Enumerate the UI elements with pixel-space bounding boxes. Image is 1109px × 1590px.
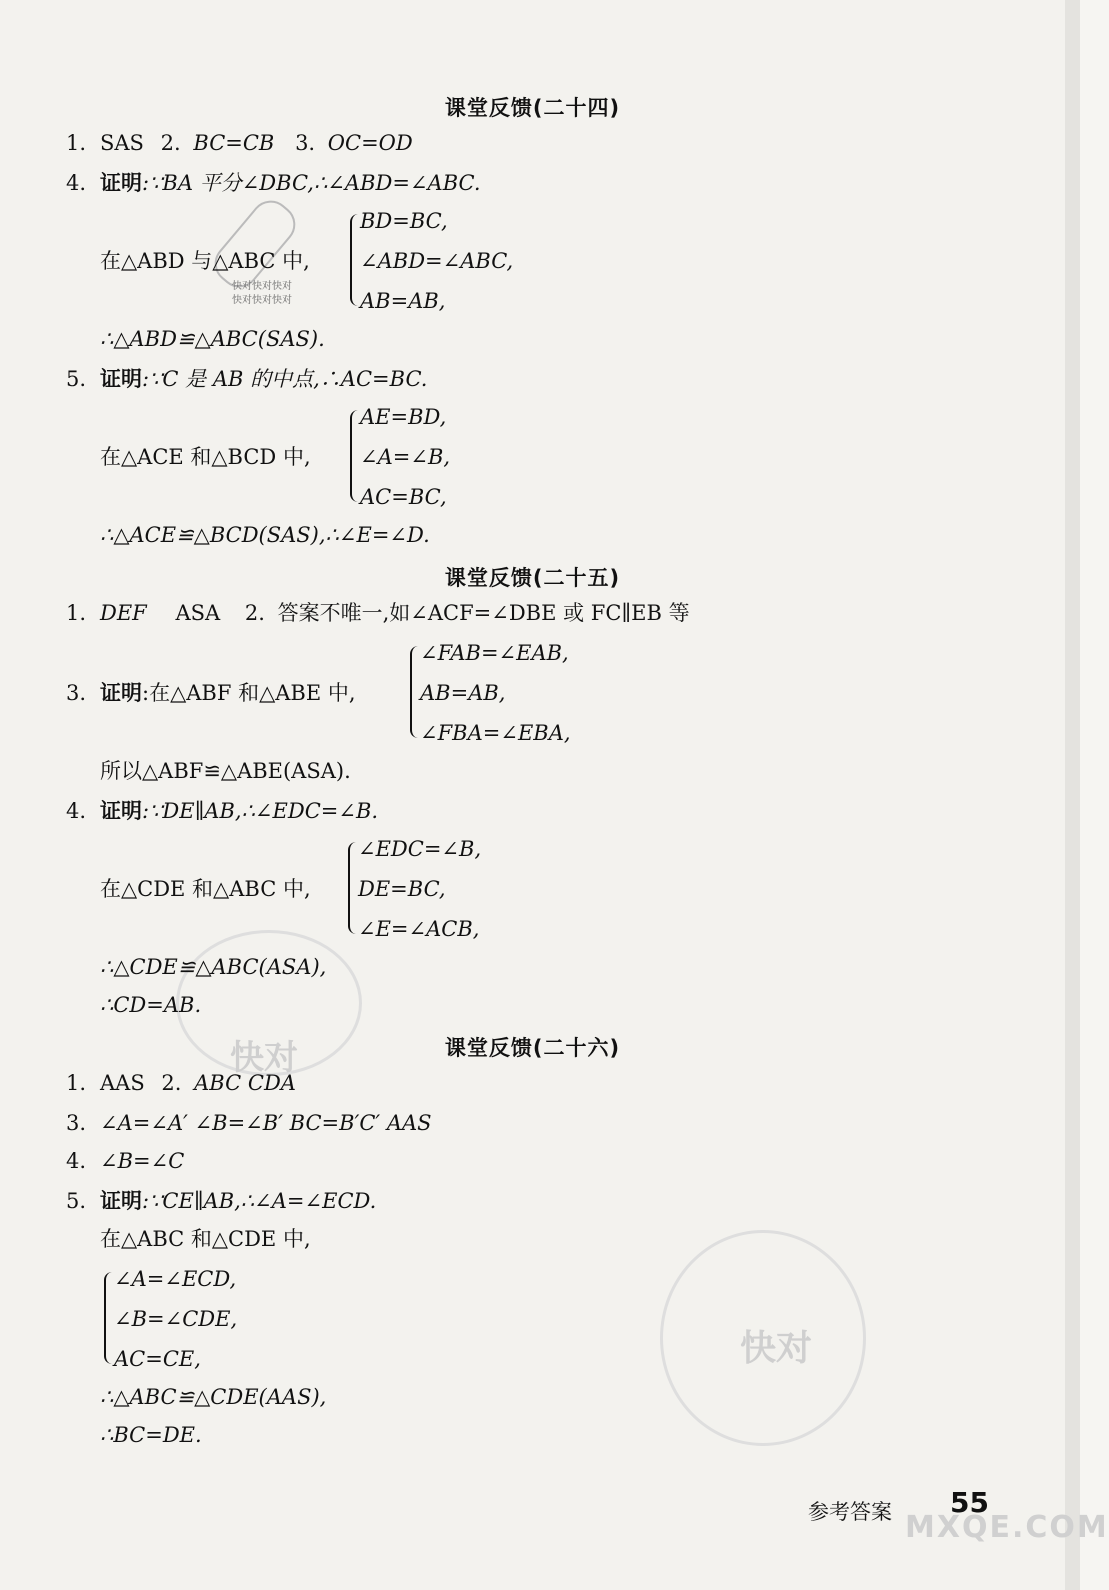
s25-q4-b2: DE=BC, [358,877,446,901]
brace-icon [104,1272,114,1364]
s25-q4-b3: ∠E=∠ACB, [358,917,480,941]
proof-label: 证明 [100,681,142,705]
answer-text: OC=OD [327,131,413,155]
s26-line-1 [66,1070,296,1096]
item-number: 3. [295,131,316,155]
s24-q5-end: ∴△ACE≌△BCD(SAS),∴∠E=∠D. [100,523,430,547]
s25-q3-in [66,680,356,706]
proof-label: 证明 [100,1189,142,1213]
s25-q4-end2: ∴CD=AB. [100,993,202,1017]
footer-label: 参考答案 [808,1500,892,1524]
proof-text: :∵BA 平分∠DBC,∴∠ABD=∠ABC. [142,171,481,195]
s24-q4-b1: BD=BC, [360,209,448,233]
answer-text: ∠A=∠A′ ∠B=∠B′ BC=B′C′ AAS [100,1111,432,1135]
kuaidui-watermark-2: 快对 [740,1328,813,1369]
tiny-watermark-2: 快对快对快对 [232,295,292,306]
item-number: 5. [66,367,87,391]
s26-q5-end1: ∴△ABC≌△CDE(AAS), [100,1385,327,1409]
item-number: 2. [160,131,181,155]
proof-label: 证明 [100,799,142,823]
answer-text: ABC CDA [194,1071,296,1095]
proof-text: :∵DE∥AB,∴∠EDC=∠B. [142,799,379,823]
brace-icon [410,646,420,738]
section-title-26: 课堂反馈(二十六) [444,1036,621,1060]
proof-text: :∵CE∥AB,∴∠A=∠ECD. [142,1189,377,1213]
item-number: 4. [66,171,87,195]
item-number: 1. [66,1071,87,1095]
s25-q4-end1: ∴△CDE≌△ABC(ASA), [100,955,327,979]
answer-text: DEF [100,601,147,625]
s25-q4-head [66,798,378,824]
proof-text: :∵C 是 AB 的中点,∴AC=BC. [142,367,428,391]
kuaidui-watermark: 快对 [230,1038,298,1078]
s25-q3-end: 所以△ABF≌△ABE(ASA). [100,759,351,783]
s26-line-4 [66,1148,184,1174]
s24-q4-end: ∴△ABD≌△ABC(SAS). [100,327,325,351]
answer-text: BC=CB [193,131,275,155]
s24-q5-b1: AE=BD, [360,405,447,429]
s25-q4-b1: ∠EDC=∠B, [358,837,482,861]
s24-q4-head [66,170,481,196]
page-edge [1065,0,1080,1590]
item-number: 4. [66,799,87,823]
s24-line-1 [66,130,413,156]
s26-q5-in: 在△ABC 和△CDE 中, [100,1227,311,1251]
s26-q5-b2: ∠B=∠CDE, [114,1307,238,1331]
s24-q4-b3: AB=AB, [360,289,446,313]
s26-q5-b3: AC=CE, [114,1347,201,1371]
s26-q5-end2: ∴BC=DE. [100,1423,202,1447]
s26-q5-head [66,1188,376,1214]
s24-q4-b2: ∠ABD=∠ABC, [360,249,514,273]
section-title-24: 课堂反馈(二十四) [444,96,621,120]
item-number: 1. [66,131,87,155]
s24-q4-in: 在△ABD 与△ABC 中, [100,249,310,273]
proof-text: :在△ABF 和△ABE 中, [142,681,356,705]
answer-text: 答案不唯一,如∠ACF=∠DBE 或 FC∥EB 等 [277,601,690,625]
s26-line-3 [66,1110,432,1136]
s25-line-1 [66,600,690,626]
tiny-watermark-1: 快对快对快对 [232,281,292,292]
s24-q5-b2: ∠A=∠B, [360,445,451,469]
brace-icon [348,842,358,934]
item-number: 3. [66,681,87,705]
s24-q5-head [66,366,427,392]
s24-q5-b3: AC=BC, [360,485,447,509]
item-number: 2. [161,1071,182,1095]
item-number: 2. [244,601,265,625]
item-number: 5. [66,1189,87,1213]
s25-q4-in: 在△CDE 和△ABC 中, [100,877,311,901]
answer-text: ∠B=∠C [100,1149,185,1173]
answer-text: AAS [100,1071,145,1095]
site-watermark: MXQE.COM [905,1510,1109,1545]
s25-q3-b3: ∠FBA=∠EBA, [420,721,571,745]
page-number: 55 [950,1486,989,1519]
brace-icon [350,410,360,502]
brace-icon [350,214,360,306]
answer-text: ASA [175,601,221,625]
item-number: 4. [66,1149,87,1173]
item-number: 1. [66,601,87,625]
s25-q3-b1: ∠FAB=∠EAB, [420,641,569,665]
s26-q5-b1: ∠A=∠ECD, [114,1267,237,1291]
proof-label: 证明 [100,367,142,391]
s24-q5-in: 在△ACE 和△BCD 中, [100,445,311,469]
s25-q3-b2: AB=AB, [420,681,506,705]
answer-text: SAS [100,131,144,155]
proof-label: 证明 [100,171,142,195]
section-title-25: 课堂反馈(二十五) [444,566,621,590]
item-number: 3. [66,1111,87,1135]
